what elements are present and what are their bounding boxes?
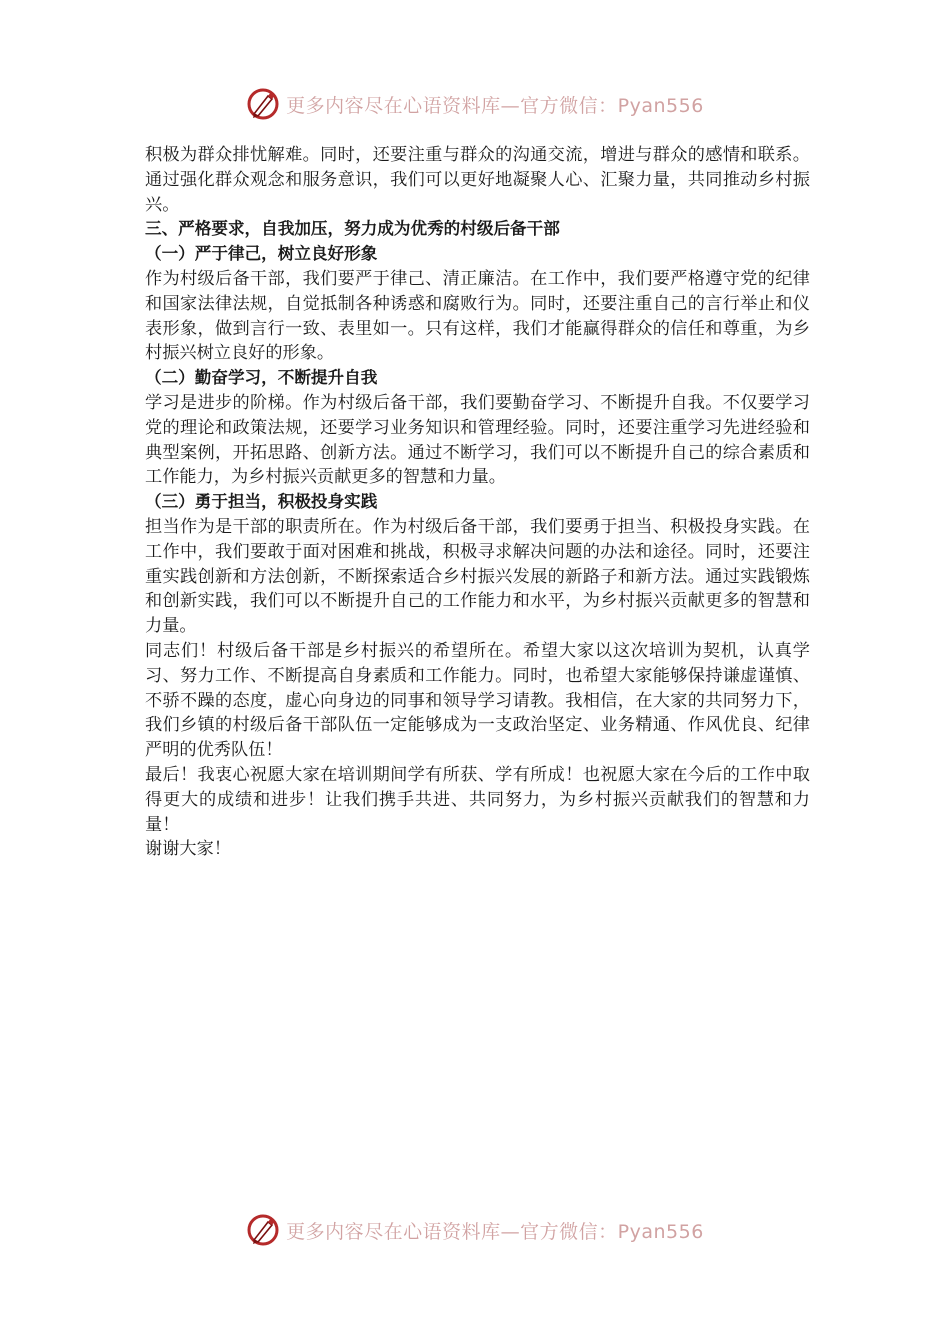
banner-content (246, 1213, 704, 1247)
footer-banner (0, 1210, 950, 1250)
subsection-heading: （三）勇于担当，积极投身实践 (145, 492, 378, 512)
section-heading: 三、严格要求，自我加压，努力成为优秀的村级后备干部 (145, 219, 560, 239)
banner-text (286, 1217, 704, 1244)
paragraph: 学习是进步的阶梯。作为村级后备干部，我们要勤奋学习、不断提升自我。不仅要学习党的理论和政策法规，还要学习业务知识和管理经验。同时，还要注重学习先进经验和典型案例，开拓思路、创新方法。通过不断学习，我们可以不断提升自己的综合素质和工作能力，为乡村振兴贡献更多的智慧和力量。 (145, 392, 810, 488)
document-body (145, 143, 810, 862)
pen-logo-icon (246, 1213, 280, 1247)
paragraph: 作为村级后备干部，我们要严于律己、清正廉洁。在工作中，我们要严格遵守党的纪律和国家法律法规，自觉抵制各种诱惑和腐败行为。同时，还要注重自己的言行举止和仪表形象，做到言行一致、表里如一。只有这样，我们才能赢得群众的信任和尊重，为乡村振兴树立良好的形象。 (145, 268, 810, 364)
banner-wechat-id: Pyan556 (617, 1220, 704, 1243)
paragraph: 积极为群众排忧解难。同时，还要注重与群众的沟通交流，增进与群众的感情和联系。通过强化群众观念和服务意识，我们可以更好地凝聚人心、汇聚力量，共同推动乡村振兴。 (145, 145, 810, 215)
banner-text (286, 91, 704, 118)
header-banner (0, 84, 950, 124)
paragraph: 同志们！村级后备干部是乡村振兴的希望所在。希望大家以这次培训为契机，认真学习、努力工作、不断提高自身素质和工作能力。同时，也希望大家能够保持谦虚谨慎、不骄不躁的态度，虚心向身边的同事和领导学习请教。我相信，在大家的共同努力下，我们乡镇的村级后备干部队伍一定能够成为一支政治坚定、业务精通、作风优良、纪律严明的优秀队伍！ (145, 640, 810, 761)
subsection-heading: （二）勤奋学习，不断提升自我 (145, 368, 378, 388)
closing-line: 谢谢大家！ (145, 839, 231, 860)
subsection-heading: （一）严于律己，树立良好形象 (145, 244, 378, 264)
banner-text-cn: 更多内容尽在心语资料库—官方微信： (286, 94, 618, 117)
banner-text-cn: 更多内容尽在心语资料库—官方微信： (286, 1220, 618, 1243)
banner-content (246, 87, 704, 121)
paragraph: 担当作为是干部的职责所在。作为村级后备干部，我们要勇于担当、积极投身实践。在工作中，我们要敢于面对困难和挑战，积极寻求解决问题的办法和途径。同时，还要注重实践创新和方法创新，不断探索适合乡村振兴发展的新路子和新方法。通过实践锻炼和创新实践，我们可以不断提升自己的工作能力和水平，为乡村振兴贡献更多的智慧和力量。 (145, 516, 810, 637)
banner-wechat-id: Pyan556 (617, 94, 704, 117)
paragraph: 最后！我衷心祝愿大家在培训期间学有所获、学有所成！也祝愿大家在今后的工作中取得更大的成绩和进步！让我们携手共进、共同努力，为乡村振兴贡献我们的智慧和力量！ (145, 764, 810, 835)
pen-logo-icon (246, 87, 280, 121)
